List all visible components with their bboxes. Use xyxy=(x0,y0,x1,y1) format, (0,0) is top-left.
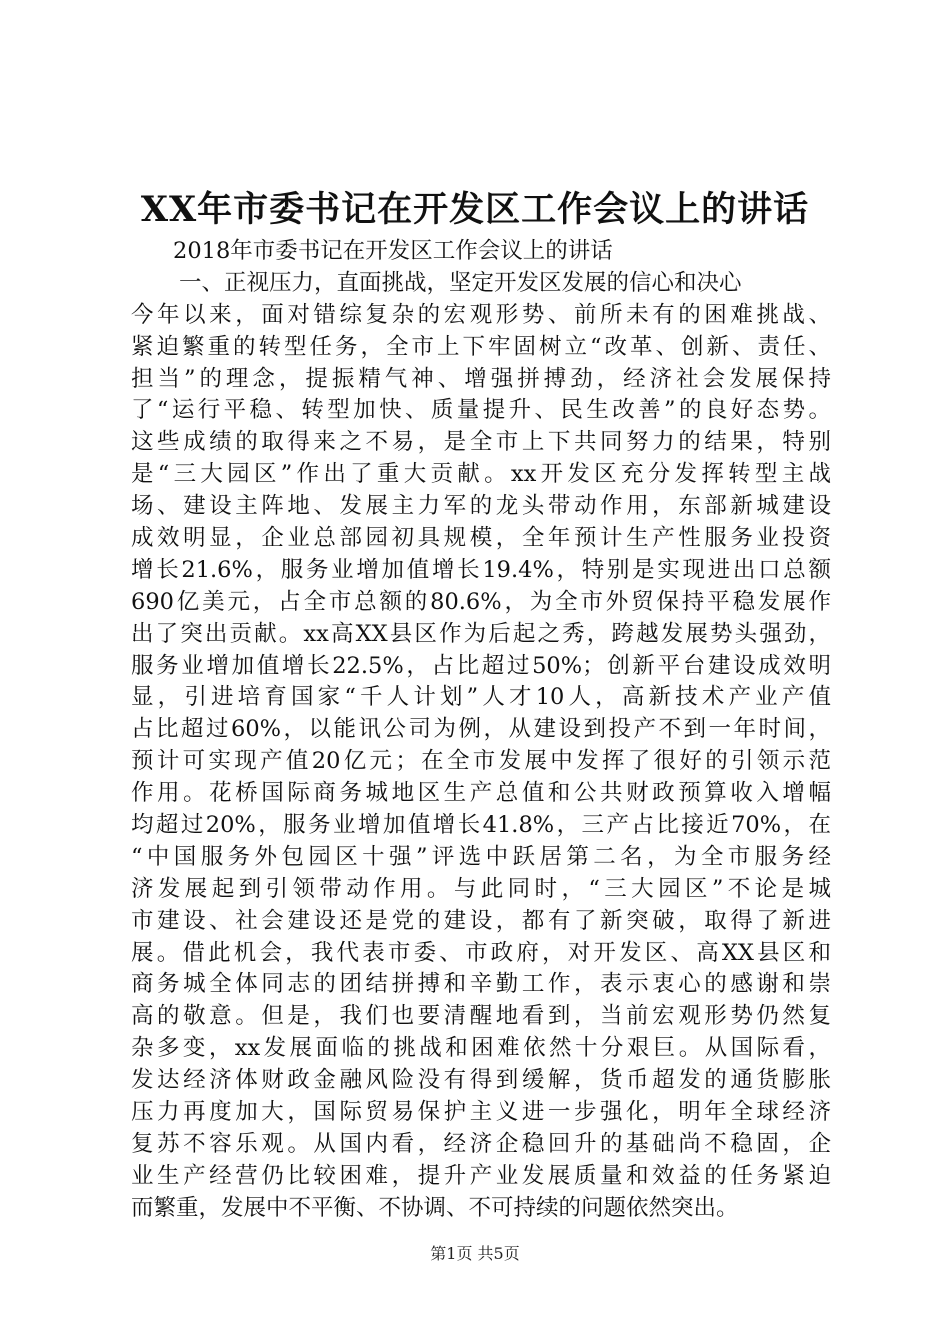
body-line: 作用。花桥国际商务城地区生产总值和公共财政预算收入增幅 xyxy=(131,780,831,807)
body-line: 今年以来，面对错综复杂的宏观形势、前所未有的困难挑战、 xyxy=(131,301,831,328)
document-title: XX年市委书记在开发区工作会议上的讲话 xyxy=(140,189,810,230)
document-body xyxy=(131,236,831,1225)
body-line: 服务业增加值增长22.5%，占比超过50%；创新平台建设成效明 xyxy=(131,652,831,679)
body-line: 压力再度加大，国际贸易保护主义进一步强化，明年全球经济 xyxy=(131,1099,831,1126)
body-line: 担当”的理念，提振精气神、增强拼搏劲，经济社会发展保持 xyxy=(131,365,831,392)
body-line: 复苏不容乐观。从国内看，经济企稳回升的基础尚不稳固，企 xyxy=(131,1130,831,1157)
body-line: 出了突出贡献。xx高XX县区作为后起之秀，跨越发展势头强劲， xyxy=(131,620,831,647)
body-line: 690亿美元，占全市总额的80.6%，为全市外贸保持平稳发展作 xyxy=(131,588,831,615)
body-line: 发达经济体财政金融风险没有得到缓解，货币超发的通货膨胀 xyxy=(131,1067,831,1094)
body-line: 市建设、社会建设还是党的建设，都有了新突破，取得了新进 xyxy=(131,907,831,934)
page-footer: 第1页 共5页 xyxy=(430,1244,520,1263)
body-line: 高的敬意。但是，我们也要清醒地看到，当前宏观形势仍然复 xyxy=(131,1003,831,1030)
body-line: 杂多变，xx发展面临的挑战和困难依然十分艰巨。从国际看， xyxy=(131,1035,831,1062)
body-line: 紧迫繁重的转型任务，全市上下牢固树立“改革、创新、责任、 xyxy=(131,333,831,360)
body-line: 而繁重，发展中不平衡、不协调、不可持续的问题依然突出。 xyxy=(131,1194,739,1221)
body-line: 济发展起到引领带动作用。与此同时，“三大园区”不论是城 xyxy=(131,875,831,902)
subtitle-line: 2018年市委书记在开发区工作会议上的讲话 xyxy=(173,238,613,264)
body-line: 是“三大园区”作出了重大贡献。xx开发区充分发挥转型主战 xyxy=(131,461,831,488)
body-line: 成效明显，企业总部园初具规模，全年预计生产性服务业投资 xyxy=(131,525,831,552)
body-line: 均超过20%，服务业增加值增长41.8%，三产占比接近70%，在 xyxy=(131,812,831,839)
body-line: 了“运行平稳、转型加快、质量提升、民生改善”的良好态势。 xyxy=(131,397,831,424)
body-line: 场、建设主阵地、发展主力军的龙头带动作用，东部新城建设 xyxy=(131,493,831,520)
body-line: 商务城全体同志的团结拼搏和辛勤工作，表示衷心的感谢和崇 xyxy=(131,971,831,998)
body-line: 增长21.6%，服务业增加值增长19.4%，特别是实现进出口总额 xyxy=(131,556,831,583)
body-line: 预计可实现产值20亿元；在全市发展中发挥了很好的引领示范 xyxy=(131,748,831,775)
section-heading: 一、正视压力，直面挑战，坚定开发区发展的信心和决心 xyxy=(179,269,742,296)
body-line: “中国服务外包园区十强”评选中跃居第二名，为全市服务经 xyxy=(131,843,831,870)
body-line: 显，引进培育国家“千人计划”人才10人，高新技术产业产值 xyxy=(131,684,831,711)
body-line: 业生产经营仍比较困难，提升产业发展质量和效益的任务紧迫 xyxy=(131,1162,831,1189)
body-line: 展。借此机会，我代表市委、市政府，对开发区、高XX县区和 xyxy=(131,939,831,966)
body-line: 这些成绩的取得来之不易，是全市上下共同努力的结果，特别 xyxy=(131,429,831,456)
body-line: 占比超过60%，以能讯公司为例，从建设到投产不到一年时间， xyxy=(131,716,831,743)
